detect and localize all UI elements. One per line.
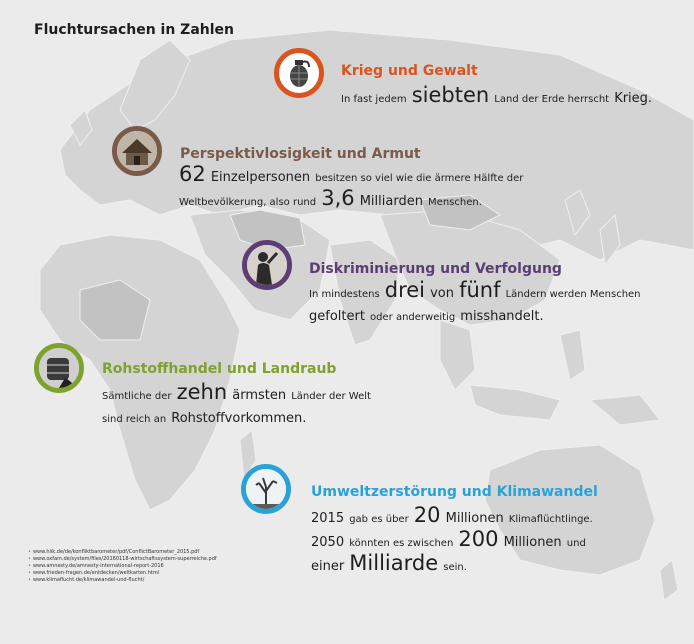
diskriminierung-text-a: In mindestens xyxy=(309,289,380,300)
krieg-text-line1 xyxy=(341,83,652,107)
diskriminierung-highlight-misshandelt: misshandelt. xyxy=(460,309,544,324)
umwelt-icon-circle xyxy=(241,464,291,514)
armut-highlight-einzelpersonen: Einzelpersonen xyxy=(210,170,311,185)
umwelt-heading: Umweltzerstörung und Klimawandel xyxy=(311,484,598,500)
source-link[interactable]: • www.frieden-fragen.de/entdecken/weltkarten.html xyxy=(28,570,160,576)
diskriminierung-highlight-drei: drei xyxy=(384,278,426,302)
umwelt-text-einer: einer xyxy=(311,559,345,574)
armut-highlight-62: 62 xyxy=(179,162,206,186)
diskriminierung-heading: Diskriminierung und Verfolgung xyxy=(309,261,562,277)
rohstoff-text-line2 xyxy=(102,407,306,426)
page-title: Fluchtursachen in Zahlen xyxy=(34,22,235,38)
diskriminierung-text-e: Ländern werden Menschen xyxy=(505,289,641,300)
armut-highlight-3-6: 3,6 xyxy=(321,186,355,210)
krieg-heading: Krieg und Gewalt xyxy=(341,63,478,79)
armut-icon-circle xyxy=(112,126,162,176)
rohstoff-text-a: Sämtliche der xyxy=(102,391,172,402)
diskriminierung-text-line2 xyxy=(309,305,544,324)
armut-text-c: besitzen so viel wie die ärmere Hälfte der xyxy=(315,173,524,184)
umwelt-text-b: gab es über xyxy=(349,514,409,525)
umwelt-text-line1 xyxy=(311,503,593,527)
umwelt-highlight-200: 200 xyxy=(458,527,499,551)
umwelt-text-b2: könnten es zwischen xyxy=(349,538,454,549)
armut-text-line2 xyxy=(179,186,482,210)
diskriminierung-text-von: von xyxy=(430,286,454,301)
umwelt-text-e2: und xyxy=(566,538,586,549)
umwelt-text-line2 xyxy=(311,527,586,551)
krieg-text-a: In fast jedem xyxy=(341,94,407,105)
armut-heading: Perspektivlosigkeit und Armut xyxy=(180,146,421,162)
armut-highlight-milliarden: Milliarden xyxy=(359,194,423,209)
krieg-highlight-siebten: siebten xyxy=(411,83,490,107)
rohstoff-text-line1 xyxy=(102,380,371,404)
source-link[interactable]: • www.amnesty.de/amnesty-international-report-2016 xyxy=(28,563,164,569)
diskriminierung-text-line1 xyxy=(309,278,641,302)
umwelt-text-line3 xyxy=(311,551,467,575)
armut-text-line1 xyxy=(179,162,523,186)
source-link[interactable]: • www.klimaflucht.de/klimawandel-und-flucht/ xyxy=(28,577,145,583)
diskriminierung-highlight-fuenf: fünf xyxy=(459,278,501,302)
diskriminierung-icon-circle xyxy=(242,240,292,290)
krieg-icon-circle xyxy=(274,48,324,98)
umwelt-text-e: Klimaflüchtlinge. xyxy=(508,514,593,525)
source-link[interactable]: • www.hiik.de/de/konfliktbarometer/pdf/ConflictBarometer_2015.pdf xyxy=(28,549,200,555)
rohstoff-highlight-rohstoffvorkommen: Rohstoffvorkommen. xyxy=(171,411,307,426)
umwelt-highlight-20: 20 xyxy=(413,503,441,527)
rohstoff-highlight-aermsten: ärmsten xyxy=(232,388,287,403)
rohstoff-icon-circle xyxy=(34,343,84,393)
rohstoff-heading: Rohstoffhandel und Landraub xyxy=(102,361,337,377)
umwelt-year-2015: 2015 xyxy=(311,511,345,526)
rohstoff-text-d: Länder der Welt xyxy=(291,391,371,402)
rohstoff-highlight-zehn: zehn xyxy=(176,380,228,404)
umwelt-highlight-millionen: Millionen xyxy=(445,511,504,526)
umwelt-year-2050: 2050 xyxy=(311,535,345,550)
diskriminierung-highlight-gefoltert: gefoltert xyxy=(309,309,365,324)
umwelt-highlight-milliarde: Milliarde xyxy=(349,551,439,575)
krieg-text-c: Land der Erde herrscht xyxy=(494,94,610,105)
rohstoff-text-a2: sind reich an xyxy=(102,414,167,425)
armut-text-a2: Weltbevölkerung, also rund xyxy=(179,197,317,208)
sources-list xyxy=(28,549,217,584)
umwelt-text-sein: sein. xyxy=(443,562,467,573)
krieg-highlight-krieg: Krieg. xyxy=(614,91,653,106)
diskriminierung-text-b2: oder anderweitig xyxy=(370,312,456,323)
source-link[interactable]: • www.oxfam.de/system/files/20160118-wirtschaftssystem-superreiche.pdf xyxy=(28,556,217,562)
armut-text-d2: Menschen. xyxy=(428,197,482,208)
umwelt-highlight-millionen-2: Millionen xyxy=(503,535,562,550)
